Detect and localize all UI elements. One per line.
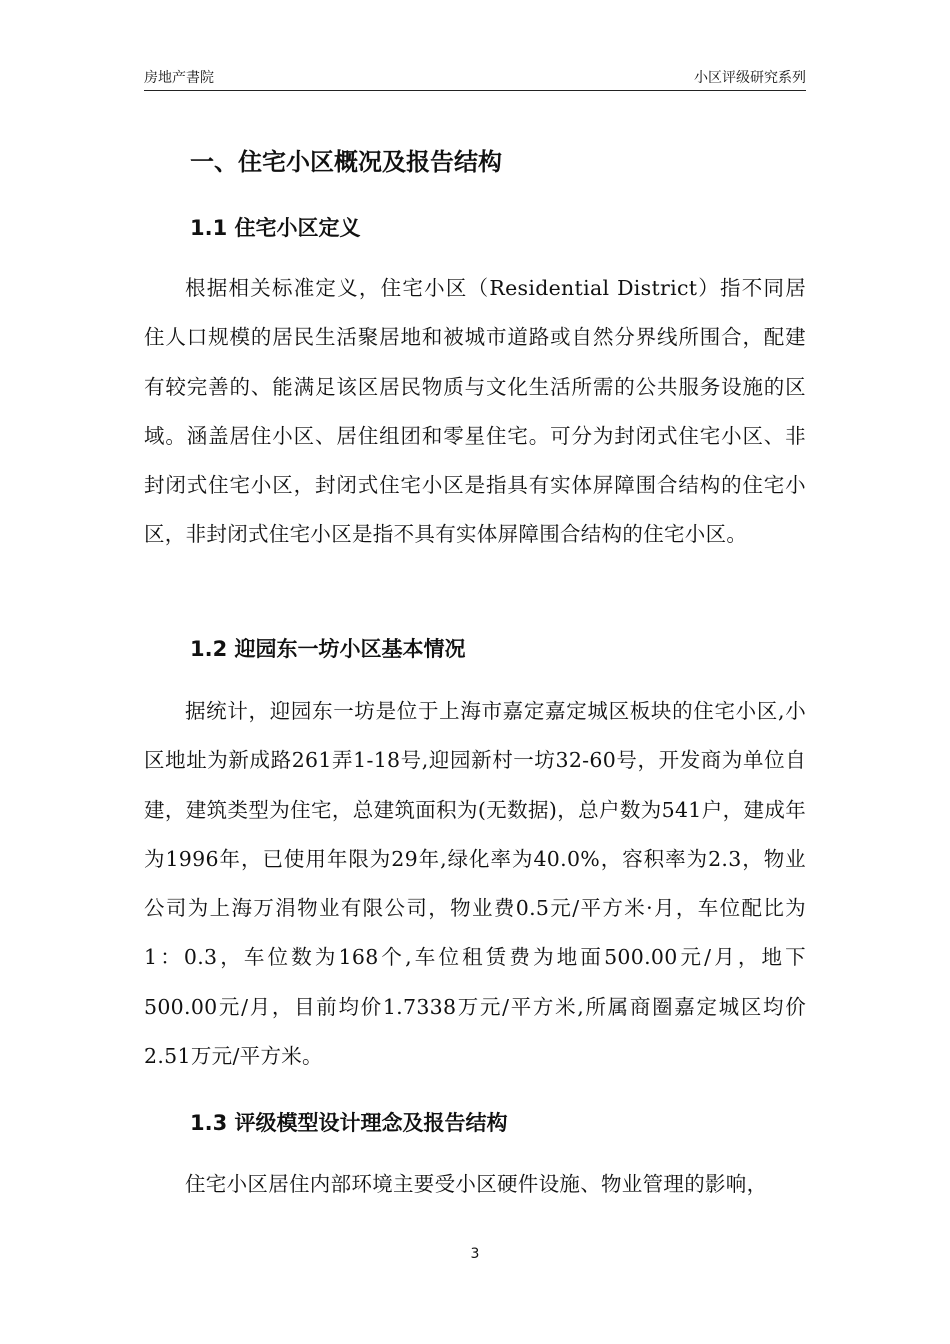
- header-series-title: 小区评级研究系列: [694, 70, 806, 86]
- section-1-1-paragraph: 根据相关标准定义，住宅小区（Residential District）指不同居住人口规模的居民生活聚居地和被城市道路或自然分界线所围合，配建有较完善的、能满足该区居民物质与文化生活所需的公共服务设施的区域。涵盖居住小区、居住组团和零星住宅。可分为封闭式住宅小区、非封闭式住宅小区，封闭式住宅小区是指具有实体屏障围合结构的住宅小区，非封闭式住宅小区是指不具有实体屏障围合结构的住宅小区。: [144, 276, 806, 547]
- header-publisher: 房地产書院: [144, 70, 214, 86]
- chapter-title: 一、住宅小区概况及报告结构: [190, 148, 502, 176]
- section-1-2-paragraph: 据统计，迎园东一坊是位于上海市嘉定嘉定城区板块的住宅小区,小区地址为新成路261弄1-18号,迎园新村一坊32-60号，开发商为单位自建，建筑类型为住宅，总建筑面积为(无数据)，总户数为541户，建成年为1996年，已使用年限为29年,绿化率为40.0%，容积率为2.3，物业公司为上海万涓物业有限公司，物业费0.5元/平方米·月，车位配比为1：0.3，车位数为168个,车位租赁费为地面500.00元/月，地下500.00元/月，目前均价1.7338万元/平方米,所属商圈嘉定城区均价2.51万元/平方米。: [144, 699, 806, 1069]
- section-title-1-2: 1.2 迎园东一坊小区基本情况: [190, 637, 466, 661]
- section-title-1-1: 1.1 住宅小区定义: [190, 216, 361, 240]
- section-title-1-3: 1.3 评级模型设计理念及报告结构: [190, 1111, 508, 1135]
- section-1-3-paragraph: 住宅小区居住内部环境主要受小区硬件设施、物业管理的影响，: [185, 1172, 768, 1196]
- page-header: [144, 66, 806, 91]
- page-number: 3: [470, 1246, 480, 1262]
